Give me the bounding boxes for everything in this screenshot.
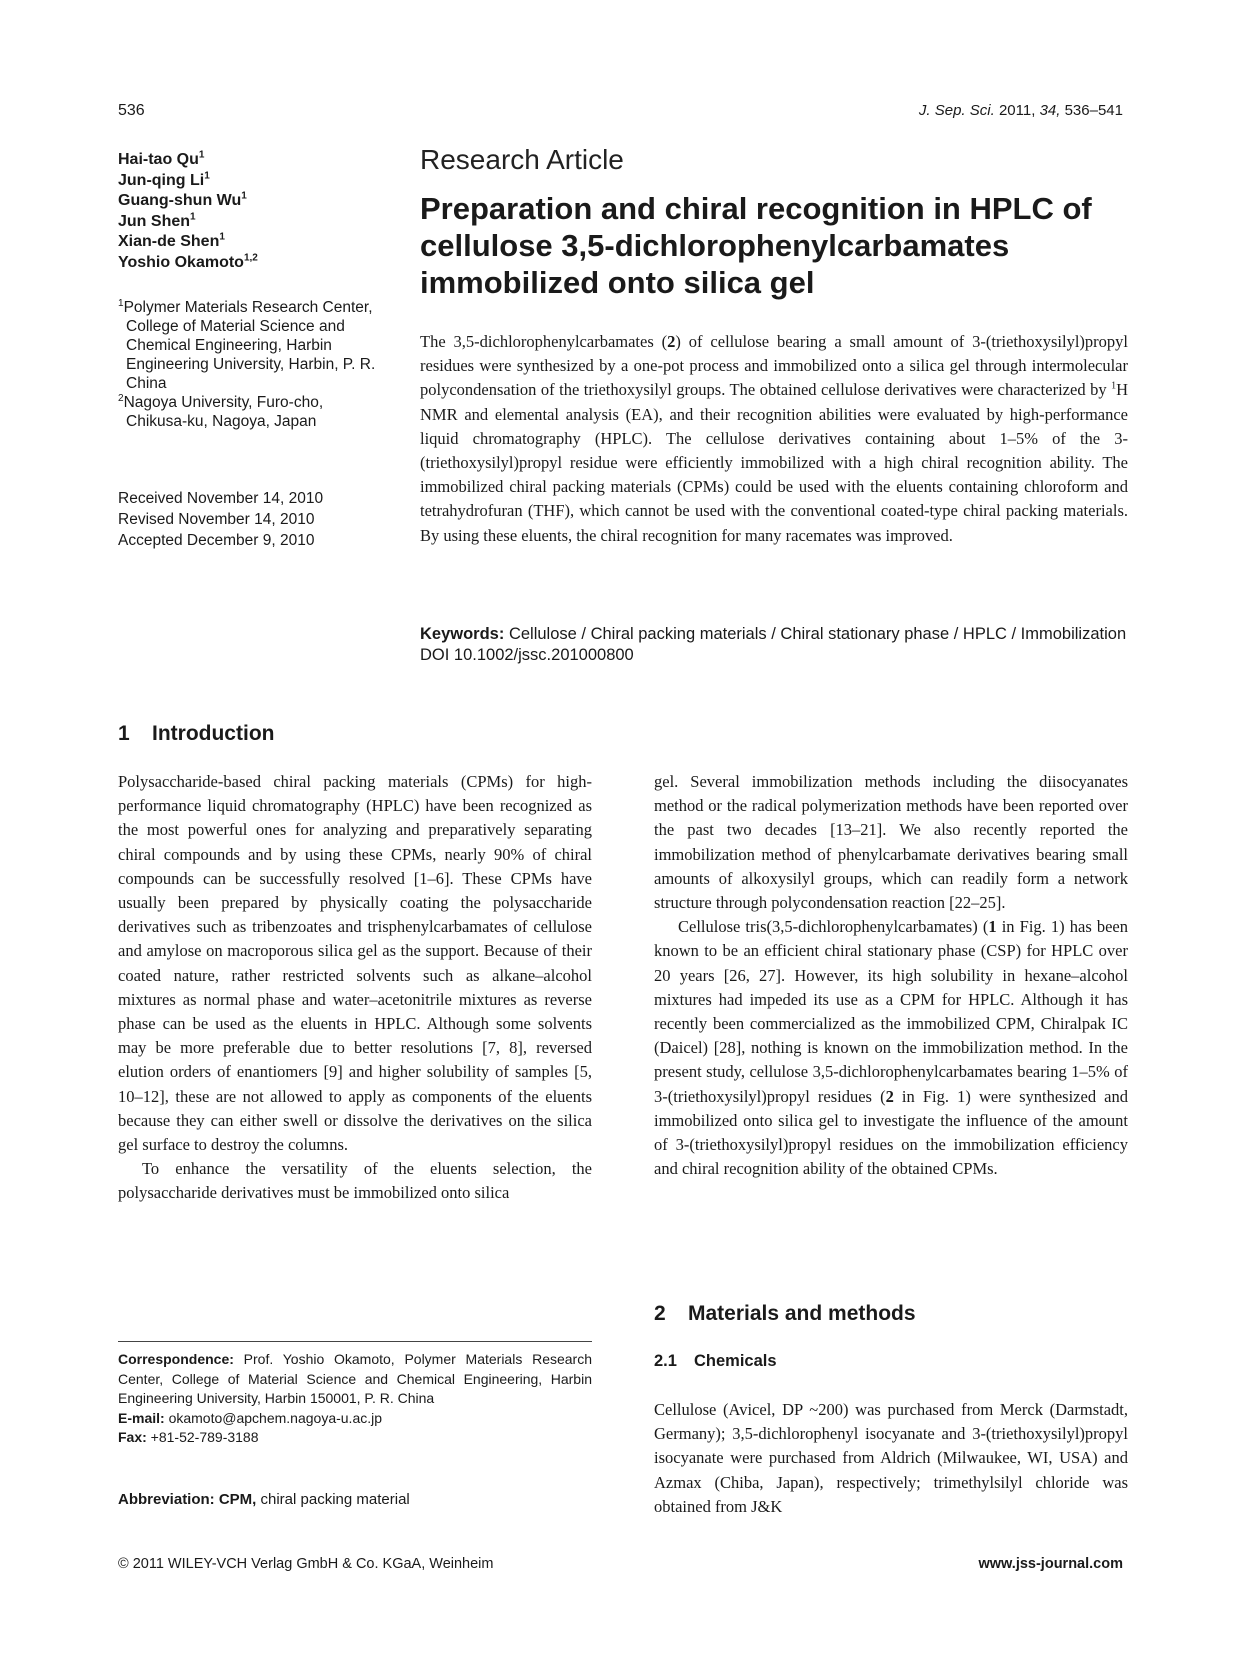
journal-year: 2011, — [998, 102, 1036, 119]
paragraph: Cellulose tris(3,5-dichlorophenylcarbamates) (1 in Fig. 1) has been known to be an efficient chiral stationary phase (CSP) for HPLC over 20 years [26, 27]. However, its high solubility in hexane–alcohol mixtures had impeded its use as a CPM for HPLC. Although it has recently been commercialized as the immobilized CPM, Chiralpak IC (Daicel) [28], nothing is known on the immobilization method. In the present study, cellulose 3,5-dichlorophenylcarbamates bearing 1–5% of 3-(triethoxysilyl)propyl residues (2 in Fig. 1) were synthesized and immobilized onto silica gel to investigate the influence of the amount of 3-(triethoxysilyl)propyl residues on the immobilization efficiency and chiral recognition ability of the obtained CPMs. — [654, 917, 1129, 1179]
keywords-text: Cellulose / Chiral packing materials / Chiral stationary phase / HPLC / Immobilization — [508, 625, 1127, 643]
article-title: Preparation and chiral recognition in HPLC of cellulose 3,5-dichlorophenylcarbamates immobilized onto silica gel — [420, 191, 1092, 300]
paragraph: To enhance the versatility of the eluents selection, the polysaccharide derivatives must be immobilized onto silica — [118, 1159, 592, 1203]
paragraph: Polysaccharide-based chiral packing materials (CPMs) for high-performance liquid chromatography (HPLC) have been recognized as the most powerful ones for analyzing and preparatively separating chiral compounds and by using these CPMs, nearly 90% of chiral compounds can be successfully resolved [1–6]. These CPMs have usually been prepared by physically coating the polysaccharide derivatives such as tribenzoates and trisphenylcarbamates of cellulose and amylose on macroporous silica gel as the support. Because of their coated nature, rather restricted solvents such as alkane–alcohol mixtures as normal phase and water–acetonitrile mixtures as reverse phase can be used as the eluents in HPLC. Although some solvents may be more preferable due to better resolutions [7, 8], reversed elution orders of enantiomers [9] and higher solubility of samples [5, 10–12], these are not allowed to apply as components of the eluents because they can either swell or dissolve the derivatives on the silica gel surface to destroy the columns. — [118, 772, 592, 1155]
keywords — [420, 624, 1128, 666]
abstract: The 3,5-dichlorophenylcarbamates (2) of cellulose bearing a small amount of 3-(triethoxysilyl)propyl residues were synthesized by a one-pot process and immobilized onto a silica gel through intermolecular polycondensation of the triethoxysilyl groups. The obtained cellulose derivatives were characterized by $^1$H NMR and elemental analysis (EA), and their recognition abilities were evaluated by high-performance liquid chromatography (HPLC). The cellulose derivatives containing about 1–5% of the 3-(triethoxysilyl)propyl residue were efficiently immobilized with a high chiral recognition ability. The immobilized chiral packing materials (CPMs) could be used with the eluents containing chloroform and tetrahydrofuran (THF), which cannot be used with the conventional coated-type chiral packing materials. By using these eluents, the chiral recognition for many racemates was improved. — [420, 332, 1128, 545]
publication-dates — [118, 488, 378, 551]
intro-column-right — [654, 770, 1128, 1181]
keywords-label: Keywords: — [420, 625, 505, 643]
affiliation-list — [118, 298, 378, 431]
paragraph: gel. Several immobilization methods including the diisocyanates method or the radical polymerization methods have been reported over the past two decades [13–21]. We also recently reported the immobilization method of phenylcarbamate derivatives bearing small amounts of alkoxysilyl groups, which can readily form a network structure through polycondensation reaction [22–25]. — [654, 772, 1128, 913]
doi: DOI 10.1002/jssc.201000800 — [420, 646, 634, 664]
journal-pages: 536–541 — [1064, 102, 1123, 119]
page-number: 536 — [118, 102, 145, 119]
chemicals-paragraph — [654, 1398, 1128, 1519]
affiliation: $^1$Polymer Materials Research Center, College of Material Science and Chemical Engineering, Harbin Engineering University, Harbin, P. R. China — [118, 297, 376, 392]
journal-name: J. Sep. Sci. — [918, 102, 995, 119]
copyright: © 2011 WILEY-VCH Verlag GmbH & Co. KGaA, Weinheim — [118, 1556, 494, 1572]
intro-column-left — [118, 770, 592, 1206]
article-type: Research Article — [420, 144, 624, 175]
email-address: okamoto@apchem.nagoya-u.ac.jp — [164, 1409, 383, 1426]
author: Jun-qing Li$^1$ — [118, 170, 210, 189]
author: Hai-tao Qu$^1$ — [118, 149, 205, 168]
affiliation: $^2$Nagoya University, Furo-cho, Chikusa-ku, Nagoya, Japan — [118, 392, 324, 430]
author-list — [118, 150, 378, 273]
footnote-divider — [118, 1341, 592, 1342]
author: Guang-shun Wu$^1$ — [118, 190, 247, 209]
subsection-heading-chemicals: 2.1 Chemicals — [654, 1352, 777, 1370]
author: Xian-de Shen$^1$ — [118, 231, 225, 250]
journal-volume: 34, — [1039, 102, 1061, 119]
abbreviation-note: Abbreviation: CPM, chiral packing material — [118, 1491, 410, 1508]
section-heading-introduction: 1 Introduction — [118, 722, 275, 745]
paragraph: Cellulose (Avicel, DP ~200) was purchased from Merck (Darmstadt, Germany); 3,5-dichlorophenyl isocyanate and 3-(triethoxysilyl)propyl isocyanate were purchased from Aldrich (Milwaukee, WI, USA) and Azmax (Chiba, Japan), respectively; trimethylsilyl chloride was obtained from J&K — [654, 1400, 1128, 1516]
accepted-date: Accepted December 9, 2010 — [118, 532, 315, 549]
section-heading-methods: 2 Materials and methods — [654, 1302, 916, 1325]
received-date: Received November 14, 2010 — [118, 490, 324, 507]
author: Jun Shen$^1$ — [118, 211, 196, 230]
author: Yoshio Okamoto$^{1,2}$ — [118, 252, 258, 271]
journal-url[interactable]: www.jss-journal.com — [978, 1556, 1123, 1572]
revised-date: Revised November 14, 2010 — [118, 511, 315, 528]
correspondence-footnote: Correspondence: Prof. Yoshio Okamoto, Polymer Materials Research Center, College of Material Science and Chemical Engineering, Harbin Engineering University, Harbin 150001, P. R. China E-mail: okamoto@apchem.nagoya-u.ac.jp Fax: +81-52-789-3188 — [118, 1351, 592, 1445]
running-head — [919, 102, 1123, 119]
